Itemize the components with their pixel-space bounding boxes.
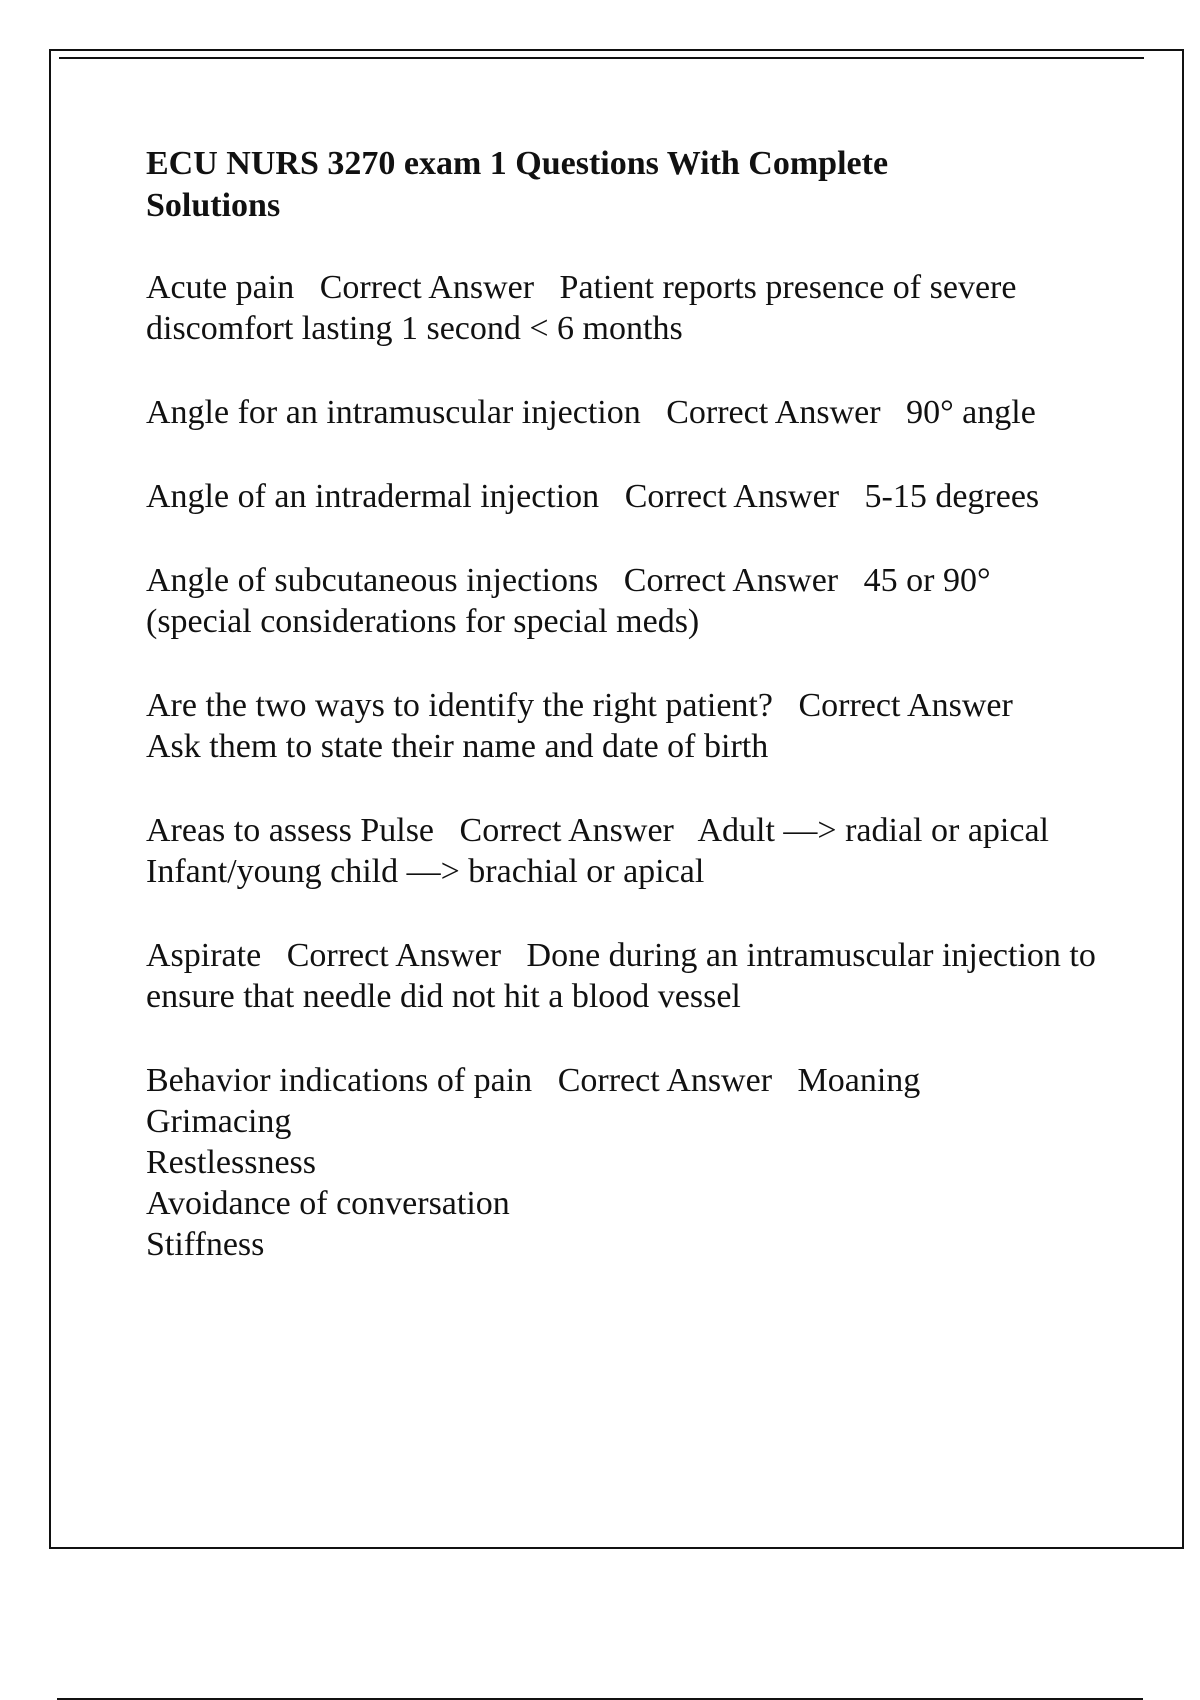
document-title: ECU NURS 3270 exam 1 Questions With Complete Solutions <box>146 145 889 224</box>
answer-text: 45 or 90° (special considerations for special meds) <box>146 562 991 640</box>
answer-text: Adult —> radial or apical <box>697 812 1049 849</box>
answer-label: Correct Answer <box>798 687 1013 724</box>
qa-item <box>146 810 1096 892</box>
qa-item <box>146 560 1096 642</box>
answer-text: Patient reports presence of severe discomfort lasting 1 second < 6 months <box>146 269 1017 347</box>
qa-item <box>146 476 1096 517</box>
qa-item <box>146 935 1096 1017</box>
top-rule <box>59 57 1144 59</box>
answer-text: Done during an intramuscular injection to ensure that needle did not hit a blood vessel <box>146 937 1096 1015</box>
answer-label: Correct Answer <box>666 394 881 431</box>
qa-item <box>146 267 1096 349</box>
answer-text: Avoidance of conversation <box>146 1185 510 1222</box>
answer-text: Infant/young child —> brachial or apical <box>146 853 705 890</box>
qa-item <box>146 1060 1096 1265</box>
qa-item <box>146 392 1096 433</box>
answer-label: Correct Answer <box>623 562 839 599</box>
answer-text: Ask them to state their name and date of birth <box>146 728 769 765</box>
question-text: Are the two ways to identify the right patient? <box>146 687 773 724</box>
question-text: Areas to assess Pulse <box>146 812 435 849</box>
answer-label: Correct Answer <box>459 812 674 849</box>
question-text: Aspirate <box>146 937 262 974</box>
question-text: Angle of subcutaneous injections <box>146 562 599 599</box>
answer-label: Correct Answer <box>557 1062 773 1099</box>
question-text: Behavior indications of pain <box>146 1062 533 1099</box>
document-body <box>146 143 1096 1308</box>
question-text: Angle of an intradermal injection <box>146 478 600 515</box>
answer-text: Moaning <box>797 1062 921 1099</box>
answer-text: 5-15 degrees <box>864 478 1040 515</box>
question-text: Angle for an intramuscular injection <box>146 394 641 431</box>
answer-label: Correct Answer <box>286 937 502 974</box>
answer-text: Restlessness <box>146 1144 316 1181</box>
answer-label: Correct Answer <box>624 478 840 515</box>
answer-text: 90° angle <box>906 394 1036 431</box>
answer-label: Correct Answer <box>319 269 535 306</box>
answer-text: Stiffness <box>146 1226 265 1263</box>
qa-item <box>146 685 1096 767</box>
answer-text: Grimacing <box>146 1103 292 1140</box>
question-text: Acute pain <box>146 269 295 306</box>
